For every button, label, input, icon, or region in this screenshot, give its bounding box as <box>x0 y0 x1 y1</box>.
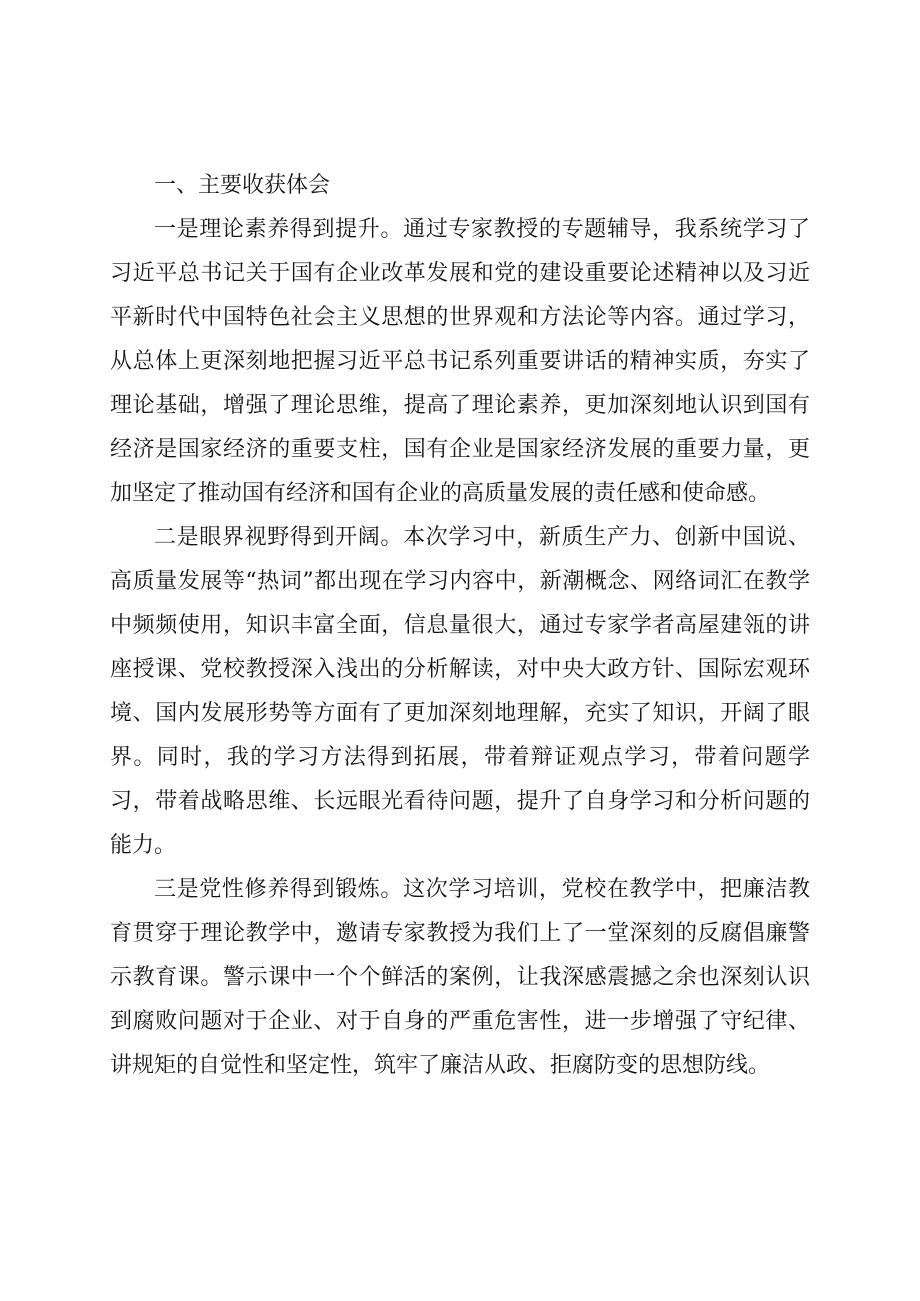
section-heading: 一、主要收获体会 <box>154 173 331 198</box>
paragraph-theory: 一是理论素养得到提升。通过专家教授的专题辅导，我系统学习了习近平总书记关于国有企业改革发展和党的建设重要论述精神以及习近平新时代中国特色社会主义思想的世界观和方法论等内容。通过学习，从总体上更深刻地把握习近平总书记系列重要讲话的精神实质，夯实了理论基础，增强了理论思维，提高了理论素养，更加深刻地认识到国有经济是国家经济的重要支柱，国有企业是国家经济发展的重要力量，更加坚定了推动国有经济和国有企业的高质量发展的责任感和使命感。 <box>110 217 810 506</box>
document-body <box>110 164 810 1088</box>
paragraph-party-spirit: 三是党性修养得到锻炼。这次学习培训，党校在教学中，把廉洁教育贯穿于理论教学中，邀请专家教授为我们上了一堂深刻的反腐倡廉警示教育课。警示课中一个个鲜活的案例，让我深感震撼之余也深刻认识到腐败问题对于企业、对于自身的严重危害性，进一步增强了守纪律、讲规矩的自觉性和坚定性，筑牢了廉洁从政、拒腐防变的思想防线。 <box>110 877 810 1078</box>
paragraph-vision: 二是眼界视野得到开阔。本次学习中，新质生产力、创新中国说、高质量发展等“热词”都出现在学习内容中，新潮概念、网络词汇在教学中频频使用，知识丰富全面，信息量很大，通过专家学者高屋建瓴的讲座授课、党校教授深入浅出的分析解读，对中央大政方针、国际宏观环境、国内发展形势等方面有了更加深刻地理解，充实了知识，开阔了眼界。同时，我的学习方法得到拓展，带着辩证观点学习，带着问题学习，带着战略思维、长远眼光看待问题，提升了自身学习和分析问题的能力。 <box>110 525 810 858</box>
